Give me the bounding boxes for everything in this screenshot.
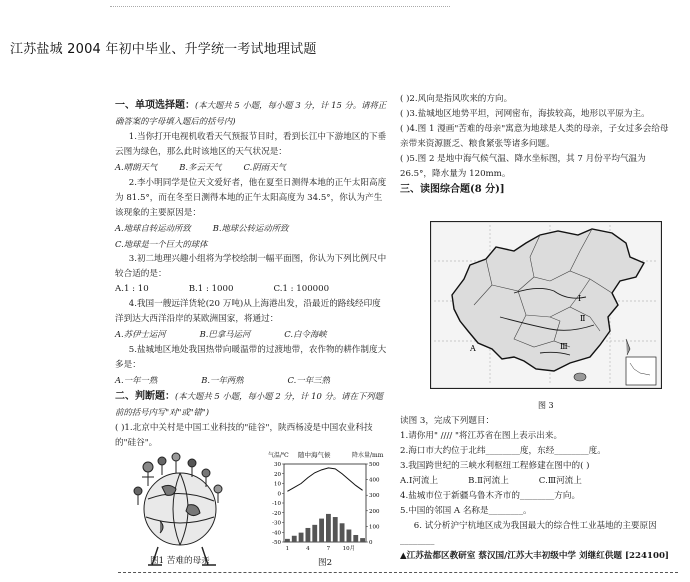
month-tick-label: 7 (326, 546, 331, 552)
judgment-1: ( )1.北京中关村是中国工业科技的"硅谷"，陕西杨凌是中国农业科技的"硅谷"。 (115, 423, 373, 448)
map-label-A: A (470, 344, 476, 353)
section1-header (115, 98, 387, 130)
map-label-II: Ⅱ (580, 314, 586, 323)
right-tick-label: 100 (369, 524, 380, 531)
question-1: 1.当你打开电视机收看天气预报节目时，看到长江中下游地区的下垂云图为绿色，那么此时该地区的天气状况是： (115, 132, 387, 157)
option: B.1 : 1000 (188, 284, 234, 294)
right-column-bottom (400, 414, 676, 564)
right-tick-label: 300 (369, 493, 380, 500)
figure-1-cartoon (118, 447, 238, 569)
option: A.1 : 10 (115, 284, 149, 294)
precip-bar (353, 535, 358, 542)
judgment-4: ( )4.图 1 漫画"苦难的母亲"寓意为地球是人类的母亲，子女过多会给母亲带来资源匮乏、粮食紧张等诸多问题。 (400, 124, 669, 149)
month-tick-label: 4 (306, 546, 310, 552)
map-label-I: Ⅰ (578, 294, 582, 303)
precip-bar (299, 533, 304, 542)
option: B.Ⅱ河流上 (468, 476, 509, 486)
question-5-options (115, 373, 387, 389)
precip-bar (326, 514, 331, 542)
top-dotted-rule (110, 6, 450, 7)
map-question-3: 3.我国跨世纪的三峡水利枢纽工程修建在图中的( ) (400, 461, 590, 471)
section3-heading: 三、读图综合题(8 分)] (400, 184, 505, 195)
precip-bar (312, 525, 317, 542)
option: A.苏伊士运河 (115, 329, 166, 339)
precip-bar (306, 528, 311, 542)
south-sea-inset (626, 357, 656, 385)
question-3: 3.初二地理兴趣小组将为学校绘制一幅平面图，你认为下列比例尺中较合适的是： (115, 254, 387, 279)
read-intro: 读图 3，完成下列题目： (400, 416, 495, 426)
question-1-options (115, 160, 387, 176)
precip-bar (360, 538, 365, 542)
fig2-title: 随中海气候 (298, 451, 331, 459)
figure-1-caption: 图1 苦难的母亲 (150, 556, 210, 566)
figure-2-climate-chart (262, 458, 392, 558)
question-3-options (115, 282, 387, 297)
option: C.1 : 100000 (273, 284, 330, 294)
month-tick-label: 1 (285, 546, 290, 552)
right-tick-label: 0 (369, 540, 373, 546)
hainan-island (574, 373, 586, 381)
section1-note: (本大题共 5 小题，每小题 3 分，计 15 分。请将正确答案的字母填入题后的括号内) (115, 100, 387, 126)
judgment-3: ( )3.盐城地区地势平坦，河网密布，海拔较高，地形以平原为主。 (400, 109, 650, 119)
left-tick-label: 10 (274, 481, 281, 488)
option: C.一年三熟 (287, 375, 330, 385)
question-2: 2.李小明同学是位天文爱好者，他在夏至日测得本地的正午太阳高度为 81.5°，而在冬至日测得本地的正午太阳高度为 34.5°，你认为产生该现象的主要原因是： (115, 178, 387, 218)
map-question-1: 1.请你用" //// "将江苏省在图上表示出来。 (400, 431, 563, 441)
right-tick-label: 200 (369, 508, 380, 515)
left-tick-label: -30 (272, 520, 281, 527)
bottom-dashed-rule (118, 572, 678, 573)
option: B.一年两熟 (201, 375, 244, 385)
judgment-2: ( )2.风向是指风吹来的方向。 (400, 94, 513, 104)
left-tick-label: 30 (274, 462, 281, 468)
page-title: 江苏盐城 2004 年初中毕业、升学统一考试地理试题 (10, 42, 317, 57)
map-question-4: 4.盐城市位于新疆乌鲁木齐市的________方向。 (400, 491, 581, 501)
precip-bar (319, 519, 324, 542)
left-tick-label: -20 (272, 510, 281, 517)
map-label-III: Ⅲ (560, 342, 568, 351)
option: B.多云天气 (179, 162, 222, 172)
section1-heading: 一、单项选择题： (115, 100, 195, 111)
section2-note: (本大题共 5 小题，每小题 2 分，计 10 分。请在下列题前的括号内写"对"或"错") (115, 391, 384, 417)
left-column (115, 98, 387, 451)
option: C.地球是一个巨大的球体 (115, 239, 208, 249)
precip-bar (340, 523, 345, 542)
temperature-line (287, 468, 362, 491)
map-question-3-options (400, 474, 676, 489)
figure-2-caption: 图2 (318, 558, 333, 568)
option: A.晴朗天气 (115, 162, 158, 172)
question-4-options (115, 327, 387, 343)
option: C.白令海峡 (284, 329, 327, 339)
left-tick-label: 0 (277, 491, 281, 498)
option: A.一年一熟 (115, 375, 158, 385)
right-tick-label: 500 (369, 462, 380, 468)
judgment-5: ( )5.图 2 是地中海气候气温、降水坐标图，其 7 月份平均气温为 26.5°，降水量为 120mm。 (400, 154, 646, 179)
question-2-options (115, 221, 387, 237)
left-tick-label: -40 (272, 530, 281, 537)
section2-header (115, 389, 387, 421)
fig2-left-axis-label: 气温/℃ (268, 452, 289, 459)
right-column-top (400, 92, 676, 197)
map-question-2: 2.海口市大约位于北纬________度，东经________度。 (400, 446, 606, 456)
precip-bar (285, 539, 290, 542)
map-question-5: 5.中国的邻国 A 名称是________。 (400, 506, 532, 516)
option: B.巴拿马运河 (199, 329, 251, 339)
left-tick-label: -10 (272, 501, 281, 507)
figure-3-china-map (430, 221, 662, 389)
option: C.阴雨天气 (243, 162, 286, 172)
question-4: 4.我国一艘远洋货轮(20 万吨)从上海港出发，沿最近的路线经印度洋到达大西洋沿岸的某欧洲国家，将通过： (115, 299, 381, 324)
option: A.地球自转运动所致 (115, 223, 191, 233)
left-tick-label: 20 (274, 471, 281, 478)
section2-heading: 二、判断题： (115, 391, 175, 402)
chart-frame (284, 464, 366, 542)
fig2-right-axis-label: 降水量/mm (352, 452, 384, 459)
option: A.Ⅰ河流上 (400, 476, 439, 486)
precip-bar (292, 536, 297, 542)
precip-bar (347, 530, 352, 542)
globe-shape (144, 473, 216, 545)
option: B.地球公转运动所致 (212, 223, 289, 233)
option: C.Ⅲ河流上 (538, 476, 582, 486)
month-tick-label: 10月 (342, 546, 356, 552)
figure-3-caption: 图 3 (538, 401, 554, 410)
map-question-6: 6. 试分析沪宁杭地区成为我国最大的综合性工业基地的主要原因________ (400, 521, 657, 546)
right-tick-label: 400 (369, 477, 380, 484)
question-5: 5.盐城地区地处我国热带向暖温带的过渡地带，农作物的耕作制度大多是： (115, 345, 387, 370)
precip-bar (333, 517, 338, 542)
left-tick-label: -50 (272, 540, 281, 546)
footer-credit: ▲江苏盐都区教研室 蔡汉国/江苏大丰初级中学 刘继红供题 [224100] (400, 551, 669, 561)
